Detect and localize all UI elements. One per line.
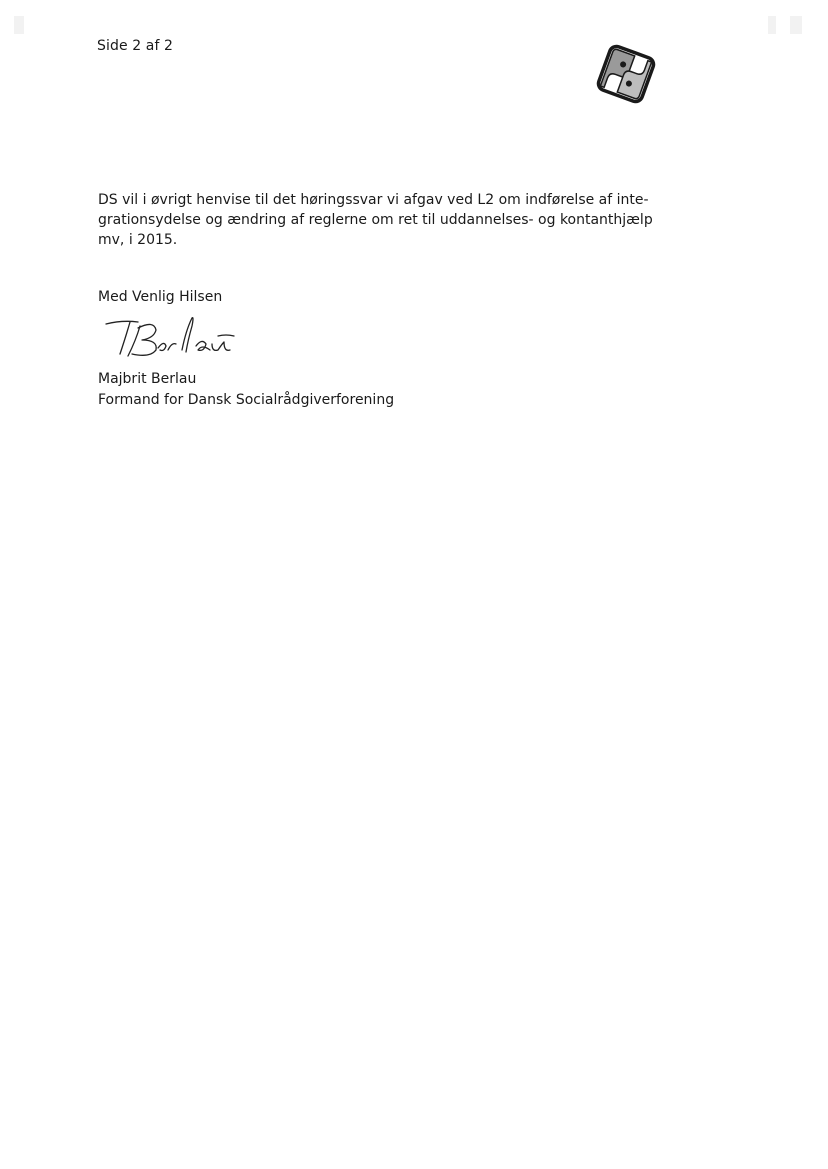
signer-title: Formand for Dansk Socialrådgiverforening xyxy=(98,392,395,408)
body-line: DS vil i øvrigt henvise til det høringssvar vi afgav ved L2 om indførelse af inte- xyxy=(98,192,649,208)
handwritten-signature xyxy=(100,310,250,362)
closing-greeting: Med Venlig Hilsen xyxy=(98,289,223,305)
page-number: Side 2 af 2 xyxy=(97,38,174,54)
scan-corner-mark xyxy=(768,16,776,34)
body-line: grationsydelse og ændring af reglerne om ret til uddannelses- og kontanthjælp xyxy=(98,212,653,228)
scan-corner-mark xyxy=(790,16,802,34)
ds-logo-icon xyxy=(594,42,658,106)
body-line: mv, i 2015. xyxy=(98,232,178,248)
scan-corner-mark xyxy=(14,16,24,34)
body-paragraph xyxy=(98,190,668,250)
signer-name: Majbrit Berlau xyxy=(98,371,197,387)
